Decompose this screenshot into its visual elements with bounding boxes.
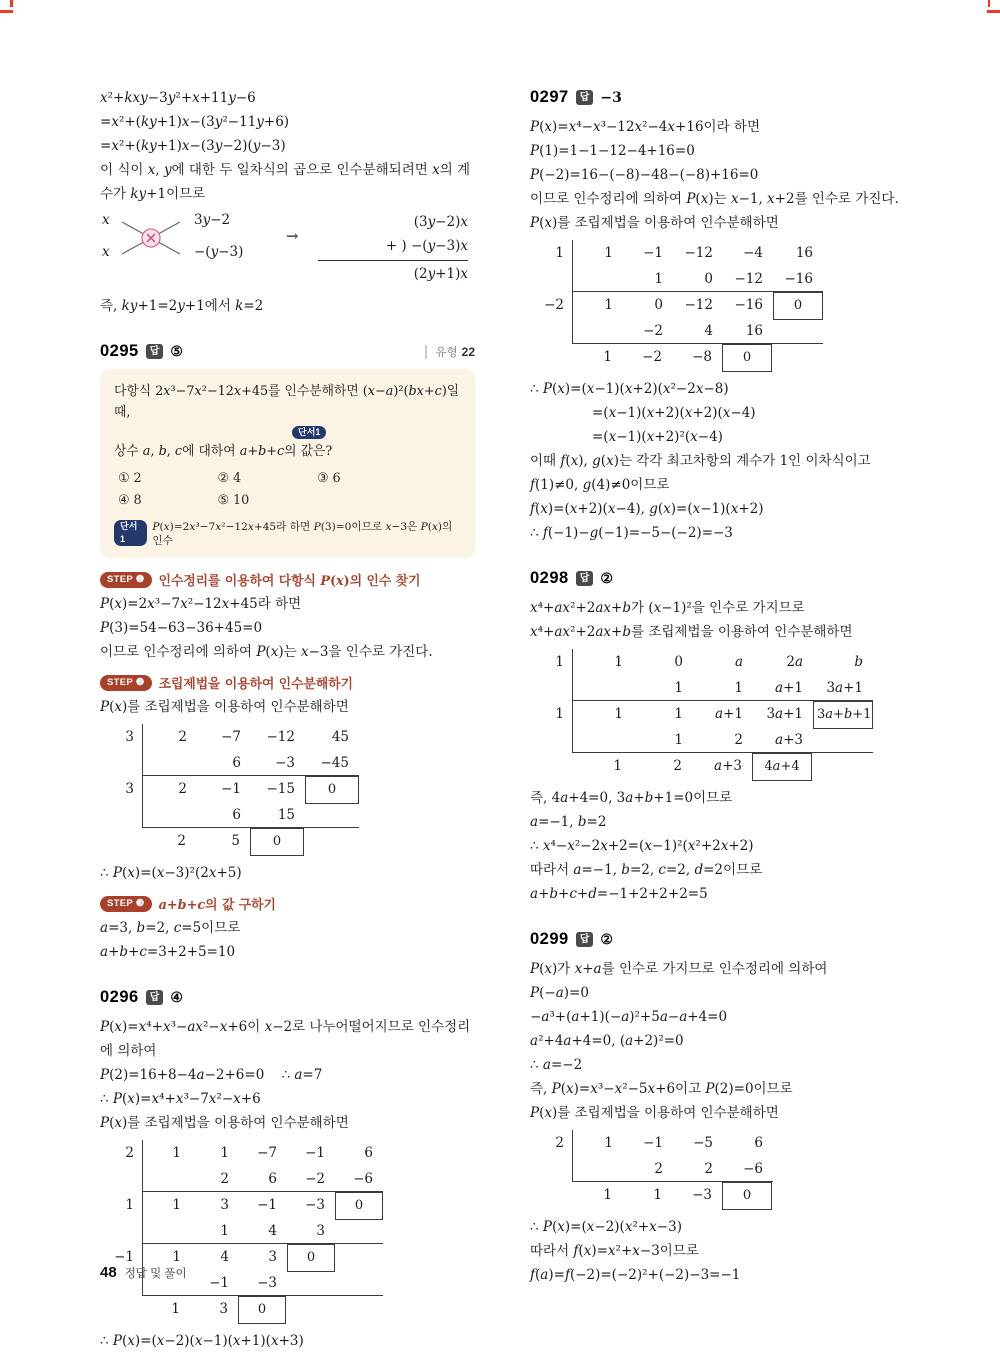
coefficient-cell: 1: [220, 1145, 229, 1161]
coefficient-cell: 16: [795, 245, 813, 261]
synthetic-division-table: [530, 240, 905, 370]
solution-line: P(x)를 조립제법을 이용하여 인수분해하면: [530, 1105, 779, 1121]
divisor-cell: 3: [100, 776, 143, 802]
page-number: 48: [100, 1264, 117, 1281]
coefficient-cell: 3: [268, 1249, 277, 1265]
choice-item: ⑤ 10: [217, 493, 250, 508]
cross-lines: [120, 214, 182, 262]
coefficient-cell: 3: [219, 1301, 228, 1317]
coefficient-cell: 2: [220, 1171, 229, 1187]
coefficient-cell: 0: [674, 654, 683, 670]
coefficient-cell: 45: [331, 729, 349, 745]
answer-badge: 답: [146, 344, 164, 359]
coefficient-cell: 6: [232, 807, 241, 823]
divisor-cell: 1: [100, 1192, 143, 1218]
solution-line: 따라서 f(x)=x²+x−3이므로: [530, 1243, 699, 1259]
result-line: ∴ f(−1)−g(−1)=−5−(−2)=−3: [530, 525, 733, 541]
solution-line: P(x)가 x+a를 인수로 가지므로 인수정리에 의하여: [530, 961, 828, 977]
type-number: 22: [461, 344, 475, 359]
coefficient-cell: 1: [172, 1249, 181, 1265]
coefficient-cell: −2: [642, 349, 662, 365]
coefficient-cell: −6: [353, 1171, 373, 1187]
problem-number: 0295: [100, 342, 139, 360]
synthetic-division-table: [530, 649, 905, 779]
cross-multiplication-diagram: [100, 210, 475, 292]
synthetic-division-table: [100, 724, 475, 854]
math-line: x²+kxy−3y²+x+11y−6: [100, 90, 256, 106]
coefficient-cell: −3: [275, 755, 295, 771]
solution-line: P(−2)=16−(−8)−48−(−8)+16=0: [530, 167, 759, 183]
problem-header: [530, 930, 905, 949]
remainder-box: 0: [305, 776, 359, 804]
clue-footnote: [114, 520, 461, 548]
divisor-cell: −2: [530, 292, 573, 318]
coefficient-cell: −1: [643, 1135, 663, 1151]
coefficient-cell: −5: [693, 1135, 713, 1151]
coefficient-cell: 0: [704, 271, 713, 287]
result-line: f(a)=f(−2)=(−2)²+(−2)−3=−1: [530, 1267, 741, 1283]
coefficient-cell: −12: [684, 297, 713, 313]
divisor-cell: [100, 828, 142, 854]
solution-line: a=3, b=2, c=5이므로: [100, 920, 241, 936]
coefficient-cell: 15: [277, 807, 295, 823]
solution-line: x⁴+ax²+2ax+b를 조립제법을 이용하여 인수분해하면: [530, 624, 853, 640]
choice-item: ② 4: [217, 471, 242, 486]
remainder-box: 4a+4: [752, 753, 812, 781]
coefficient-cell: 4: [268, 1223, 277, 1239]
sum-line: (3y−2)x: [413, 214, 468, 230]
coefficient-cell: 2a: [786, 654, 803, 670]
solution-line: 즉, P(x)=x³−x²−5x+6이고 P(2)=0이므로: [530, 1081, 793, 1097]
coefficient-cell: −3: [305, 1197, 325, 1213]
answer-badge: 답: [576, 932, 594, 947]
arrow-icon: →: [286, 227, 299, 245]
problem-header: [100, 988, 475, 1007]
solution-line: ∴ a=−2: [530, 1057, 583, 1073]
answer-value: ②: [600, 931, 613, 948]
coefficient-cell: 2: [654, 1161, 663, 1177]
solution-line: 이므로 인수정리에 의하여 P(x)는 x−1, x+2를 인수로 가진다.: [530, 191, 899, 207]
divisor-cell: [530, 727, 573, 753]
coefficient-cell: 0: [654, 297, 663, 313]
solution-line: f(x)=(x+2)(x−4), g(x)=(x−1)(x+2): [530, 501, 764, 517]
divisor-cell: [100, 1218, 143, 1244]
clue-footnote-text: P(x)=2x³−7x²−12x+45라 하면 P(3)=0이므로 x−3은 P(x)의 인수: [152, 521, 456, 547]
divisor-cell: [530, 344, 572, 370]
solution-line: P(3)=54−63−36+45=0: [100, 620, 263, 636]
coefficient-cell: −4: [743, 245, 763, 261]
clue-badge: 단서1: [292, 426, 326, 439]
answer-value: ⑤: [170, 343, 183, 360]
coefficient-cell: 1: [734, 680, 743, 696]
divisor-cell: 1: [530, 649, 573, 675]
coefficient-cell: 1: [604, 1135, 613, 1151]
problem-number: 0297: [530, 88, 569, 106]
coefficient-cell: −3: [257, 1275, 277, 1291]
crop-mark-top-right-h: [987, 10, 1000, 13]
answer-value: ④: [170, 989, 183, 1006]
result-line: ∴ P(x)=(x−2)(x−1)(x+1)(x+3): [100, 1333, 304, 1349]
step-row: [100, 894, 475, 913]
result-line: 즉, ky+1=2y+1에서 k=2: [100, 298, 264, 314]
coefficient-cell: 6: [364, 1145, 373, 1161]
divisor-cell: −1: [100, 1244, 143, 1270]
crop-mark-top-left-h: [0, 10, 13, 13]
solution-line: f(1)≠0, g(4)≠0이므로: [530, 477, 670, 493]
solution-line: 따라서 a=−1, b=2, c=2, d=2이므로: [530, 862, 763, 878]
coefficient-cell: 2: [178, 729, 187, 745]
type-label: 유형: [435, 346, 458, 359]
coefficient-cell: 3a+1: [826, 680, 863, 696]
coefficient-cell: 1: [674, 706, 683, 722]
coefficient-cell: 1: [603, 1187, 612, 1203]
coefficient-cell: 5: [231, 833, 240, 849]
coefficient-cell: −1: [209, 1275, 229, 1291]
coefficient-cell: 1: [172, 1145, 181, 1161]
remainder-box: 0: [238, 1296, 286, 1324]
problem-number: 0298: [530, 569, 569, 587]
divisor-cell: [100, 802, 143, 828]
answer-value: ②: [600, 570, 613, 587]
coefficient-cell: 1: [613, 758, 622, 774]
divisor-cell: 2: [530, 1130, 573, 1156]
coefficient-cell: −2: [643, 323, 663, 339]
answer-value: −3: [600, 89, 622, 106]
result-line: =(x−1)(x+2)²(x−4): [592, 429, 723, 445]
solution-line: P(−a)=0: [530, 985, 589, 1001]
coefficient-cell: −12: [734, 271, 763, 287]
solution-line: 이때 f(x), g(x)는 각각 최고차항의 계수가 1인 이차식이고: [530, 453, 871, 469]
remainder-box: 0: [773, 292, 823, 320]
remainder-box: 0: [250, 828, 304, 856]
coefficient-cell: 1: [220, 1223, 229, 1239]
coefficient-cell: 2: [704, 1161, 713, 1177]
coefficient-cell: 1: [674, 732, 683, 748]
solution-line: x⁴+ax²+2ax+b가 (x−1)²을 인수로 가지므로: [530, 600, 805, 616]
cross-term-right-2: −(y−3): [194, 244, 244, 260]
coefficient-cell: 3a+1: [766, 706, 803, 722]
coefficient-cell: 1: [614, 654, 623, 670]
continuation-block: [100, 86, 475, 318]
choice-list: [118, 468, 416, 512]
solution-line: 즉, 4a+4=0, 3a+b+1=0이므로: [530, 790, 733, 806]
coefficient-cell: −7: [257, 1145, 277, 1161]
coefficient-cell: 1: [653, 1187, 662, 1203]
remainder-box: 0: [722, 1182, 772, 1210]
coefficient-cell: 2: [178, 781, 187, 797]
column-left: [100, 86, 475, 1353]
solution-line: P(2)=16+8−4a−2+6=0 ∴ a=7: [100, 1067, 323, 1083]
coefficient-cell: a+3: [775, 732, 803, 748]
coefficient-cell: 4: [704, 323, 713, 339]
solution-line: P(x)=x⁴+x³−ax²−x+6이 x−2로 나누어떨어지므로 인수정리에 의하여: [100, 1019, 471, 1059]
question-line: 다항식 2x³−7x²−12x+45를 인수분해하면 (x−a)²(bx+c)일 때,: [114, 384, 464, 420]
solution-line: ∴ P(x)=x⁴+x³−7x²−x+6: [100, 1091, 261, 1107]
column-right: [530, 86, 905, 1353]
solution-line: P(x)=2x³−7x²−12x+45라 하면: [100, 596, 302, 612]
divisor-cell: 1: [530, 240, 573, 266]
coefficient-cell: −2: [305, 1171, 325, 1187]
solution-line: −a³+(a+1)(−a)²+5a−a+4=0: [530, 1009, 728, 1025]
coefficient-cell: 1: [604, 245, 613, 261]
page-content: [100, 86, 905, 1353]
divisor-cell: 3: [100, 724, 143, 750]
coefficient-cell: 1: [171, 1301, 180, 1317]
divisor-cell: [530, 675, 573, 701]
math-line: =x²+(ky+1)x−(3y²−11y+6): [100, 114, 290, 130]
coefficient-cell: −8: [692, 349, 712, 365]
coefficient-cell: 2: [673, 758, 682, 774]
coefficient-cell: 1: [604, 297, 613, 313]
coefficient-cell: 3: [220, 1197, 229, 1213]
clue-row: [292, 424, 461, 439]
multiply-icon: [142, 229, 160, 247]
divisor-cell: [530, 1156, 573, 1182]
result-line: ∴ x⁴−x²−2x+2=(x−1)²(x²+2x+2): [530, 838, 754, 854]
result-line: ∴ P(x)=(x−3)²(2x+5): [100, 865, 242, 881]
body-line: 이 식이 x, y에 대한 두 일차식의 곱으로 인수분해되려면 x의 계수가 ky+1이므로: [100, 162, 471, 202]
remainder-box: 3a+b+1: [813, 701, 873, 729]
step-title: 조립제법을 이용하여 인수분해하기: [158, 677, 353, 692]
solution-line: a²+4a+4=0, (a+2)²=0: [530, 1033, 684, 1049]
choice-item: ④ 8: [118, 493, 142, 508]
synthetic-division-table: [530, 1130, 905, 1208]
divisor-cell: [100, 1296, 142, 1322]
coefficient-cell: 1: [674, 680, 683, 696]
answer-badge: 답: [576, 90, 594, 105]
step-row: [100, 570, 475, 589]
coefficient-cell: −12: [684, 245, 713, 261]
solution-line: P(1)=1−1−12−4+16=0: [530, 143, 695, 159]
coefficient-cell: a+1: [775, 680, 803, 696]
sum-line: + ) −(y−3)x: [318, 234, 468, 261]
coefficient-cell: 4: [220, 1249, 229, 1265]
step-badge: STEP ❸: [100, 896, 152, 912]
coefficient-cell: −6: [743, 1161, 763, 1177]
solution-line: 이므로 인수정리에 의하여 P(x)는 x−3을 인수로 가진다.: [100, 644, 433, 660]
cross-term-right-1: 3y−2: [194, 212, 231, 228]
coefficient-cell: −1: [643, 245, 663, 261]
divisor-cell: [530, 753, 572, 779]
result-line: ∴ P(x)=(x−2)(x²+x−3): [530, 1219, 682, 1235]
divisor-cell: [100, 1166, 143, 1192]
step-title: a+b+c의 값 구하기: [158, 898, 276, 913]
problem-number: 0299: [530, 930, 569, 948]
remainder-box: 0: [287, 1244, 335, 1272]
coefficient-cell: a: [734, 654, 743, 670]
crop-mark-top-left-v: [10, 0, 13, 7]
coefficient-cell: −16: [784, 271, 813, 287]
coefficient-cell: 1: [603, 349, 612, 365]
cross-sum-block: [318, 210, 468, 287]
choice-item: ③ 6: [316, 471, 341, 486]
solution-line: a+b+c=3+2+5=10: [100, 944, 236, 960]
coefficient-cell: a+1: [715, 706, 743, 722]
coefficient-cell: −16: [734, 297, 763, 313]
divisor-cell: 1: [530, 701, 573, 727]
answer-badge: 답: [146, 990, 164, 1005]
synthetic-division-table: [100, 1140, 475, 1322]
choice-item: ① 2: [118, 471, 142, 486]
solution-line: P(x)=x⁴−x³−12x²−4x+16이라 하면: [530, 119, 760, 135]
problem-number: 0296: [100, 988, 139, 1006]
problem-header: [100, 342, 475, 361]
coefficient-cell: −12: [266, 729, 295, 745]
problem-header: [530, 88, 905, 107]
coefficient-cell: 1: [614, 706, 623, 722]
solution-line: a=−1, b=2: [530, 814, 607, 830]
coefficient-cell: −7: [221, 729, 241, 745]
page-footer: [100, 1264, 187, 1281]
coefficient-cell: 16: [745, 323, 763, 339]
coefficient-cell: 3: [316, 1223, 325, 1239]
problem-box: [100, 369, 475, 558]
step-badge: STEP ❷: [100, 675, 152, 691]
step-badge: STEP ❶: [100, 572, 152, 588]
clue-badge: 단서1: [114, 520, 147, 546]
coefficient-cell: −1: [305, 1145, 325, 1161]
remainder-box: 0: [335, 1192, 383, 1220]
divisor-cell: [100, 750, 143, 776]
type-tag: [425, 345, 475, 359]
problem-header: [530, 569, 905, 588]
coefficient-cell: 1: [654, 271, 663, 287]
coefficient-cell: 2: [734, 732, 743, 748]
math-line: =x²+(ky+1)x−(3y−2)(y−3): [100, 138, 286, 154]
cross-term-left-2: x: [102, 244, 110, 260]
cross-term-left-1: x: [102, 212, 110, 228]
coefficient-cell: 6: [754, 1135, 763, 1151]
result-line: =(x−1)(x+2)(x+2)(x−4): [592, 405, 756, 421]
result-line: ∴ P(x)=(x−1)(x+2)(x²−2x−8): [530, 381, 729, 397]
coefficient-cell: −1: [221, 781, 241, 797]
solution-line: P(x)를 조립제법을 이용하여 인수분해하면: [530, 215, 779, 231]
crop-mark-top-right-v: [988, 0, 991, 7]
divisor-cell: [530, 318, 573, 344]
coefficient-cell: b: [854, 654, 863, 670]
question-line: 상수 a, b, c에 대하여 a+b+c의 값은?: [114, 444, 333, 459]
answer-badge: 답: [576, 571, 594, 586]
coefficient-cell: −3: [692, 1187, 712, 1203]
coefficient-cell: a+3: [714, 758, 742, 774]
coefficient-cell: 6: [268, 1171, 277, 1187]
sum-result-line: (2y+1)x: [413, 266, 468, 282]
coefficient-cell: −1: [257, 1197, 277, 1213]
coefficient-cell: 6: [232, 755, 241, 771]
divisor-cell: 2: [100, 1140, 143, 1166]
footer-label: 정답 및 풀이: [124, 1268, 187, 1280]
coefficient-cell: −15: [266, 781, 295, 797]
step-title: 인수정리를 이용하여 다항식 P(x)의 인수 찾기: [158, 574, 421, 589]
step-row: [100, 673, 475, 692]
divisor-cell: [530, 266, 573, 292]
solution-line: P(x)를 조립제법을 이용하여 인수분해하면: [100, 1115, 349, 1131]
coefficient-cell: −45: [320, 755, 349, 771]
solution-line: a+b+c+d=−1+2+2+2=5: [530, 886, 708, 902]
solution-line: P(x)를 조립제법을 이용하여 인수분해하면: [100, 699, 349, 715]
coefficient-cell: 1: [172, 1197, 181, 1213]
coefficient-cell: 2: [177, 833, 186, 849]
remainder-box: 0: [722, 344, 772, 372]
divisor-cell: [530, 1182, 572, 1208]
